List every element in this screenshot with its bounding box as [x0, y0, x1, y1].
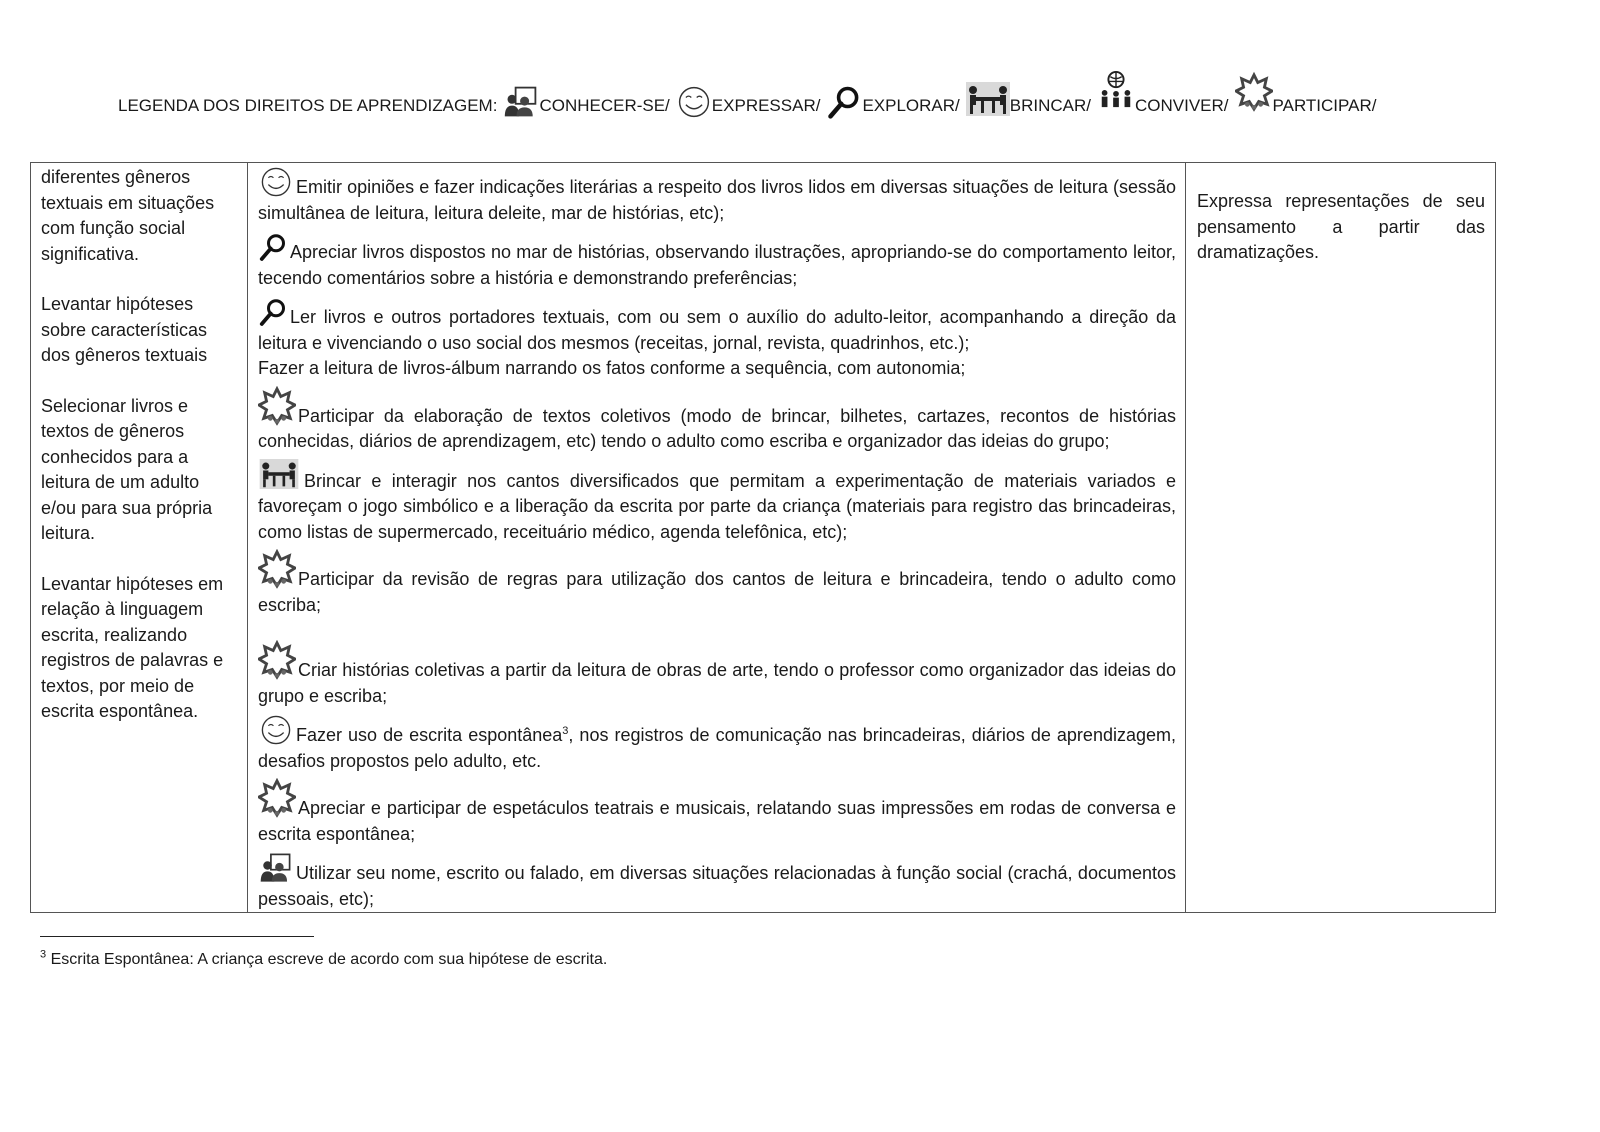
list-item: [258, 230, 1176, 291]
legend-label-participar: PARTICIPAR/: [1272, 96, 1377, 115]
list-item: [258, 713, 1176, 774]
objective-text: Levantar hipóteses sobre características dos gêneros textuais: [41, 294, 208, 365]
table-row: [31, 163, 1496, 913]
list-item: [258, 549, 1176, 618]
legend-item-explorar: [826, 84, 965, 120]
people-board-icon: [503, 84, 539, 120]
legend-title: LEGENDA DOS DIREITOS DE APRENDIZAGEM:: [118, 96, 498, 115]
objective-text: Selecionar livros e textos de gêneros conhecidos para a leitura de um adulto e/ou para sua própria leitura.: [41, 395, 213, 543]
activity-text: Emitir opiniões e fazer indicações literárias a respeito dos livros lidos em diversas situações de leitura (sessão simultânea de leitura, leitura deleite, mar de histórias, etc);: [258, 177, 1176, 223]
footnote-marker: 3: [40, 948, 47, 961]
list-item: [258, 386, 1176, 455]
objectives-cell: [31, 163, 248, 913]
activity-text: Participar da elaboração de textos coletivos (modo de brincar, bilhetes, cartazes, recontos de histórias conhecidas, diários de aprendizagem, etc) tendo o adulto como escriba e organizador das ideias do grupo;: [258, 405, 1176, 451]
evaluation-text: Expressa representações de seu pensamento a partir das dramatizações.: [1197, 191, 1485, 262]
legend-label-explorar: EXPLORAR/: [862, 96, 960, 115]
footnote-divider: [40, 936, 314, 937]
magnifier-icon: [258, 295, 288, 329]
activities-cell: [248, 163, 1186, 913]
kids-table-icon: [966, 82, 1010, 116]
legend-item-brincar: [966, 82, 1097, 120]
evaluation-cell: [1186, 163, 1496, 913]
list-item: [258, 356, 1176, 382]
activity-text: Ler livros e outros portadores textuais, com ou sem o auxílio do adulto-leitor, acompanhando a direção da leitura e vivenciando o uso social dos mesmos (receitas, jornal, revista, quadrinhos, etc.);: [258, 307, 1176, 353]
activity-text: Apreciar livros dispostos no mar de histórias, observando ilustrações, apropriando-se do comportamento leitor, tecendo comentários sobre a história e demonstrando preferências;: [258, 242, 1176, 288]
legend-label-expressar: EXPRESSAR/: [711, 96, 821, 115]
activity-text: , nos registros de comunicação nas brincadeiras, diários de aprendizagem, desafios propostos pelo adulto, etc.: [258, 725, 1176, 771]
star-burst-icon: [258, 386, 296, 426]
legend-item-conhecer: [503, 84, 675, 120]
activity-text: Utilizar seu nome, escrito ou falado, em diversas situações relacionadas à função social (crachá, documentos pessoais, etc);: [258, 863, 1176, 909]
objective-text: diferentes gêneros textuais em situações com função social significativa.: [41, 167, 215, 264]
legend-label-conviver: CONVIVER/: [1135, 96, 1229, 115]
smiley-icon: [676, 84, 712, 120]
people-board-icon: [258, 851, 294, 885]
legend-item-expressar: [676, 84, 827, 120]
star-burst-icon: [1235, 70, 1273, 114]
list-item: [258, 165, 1176, 226]
activity-text: Fazer a leitura de livros-álbum narrando os fatos conforme a sequência, com autonomia;: [258, 358, 966, 378]
activity-text: Fazer uso de escrita espontânea: [296, 725, 563, 745]
objective-text: Levantar hipóteses em relação à linguagem escrita, realizando registros de palavras e textos, por meio de escrita espontânea.: [41, 573, 224, 721]
legend-label-conhecer: CONHECER-SE/: [539, 96, 670, 115]
list-item: [258, 851, 1176, 912]
magnifier-icon: [258, 230, 288, 264]
legend-item-conviver: [1097, 68, 1235, 120]
activity-text: Participar da revisão de regras para utilização dos cantos de leitura e brincadeira, tendo o adulto como escriba;: [258, 569, 1176, 615]
legend: [118, 66, 1382, 120]
footnote-text: Escrita Espontânea: A criança escreve de acordo com sua hipótese de escrita.: [50, 951, 608, 968]
list-item: [258, 459, 1176, 546]
activity-text: Criar histórias coletivas a partir da leitura de obras de arte, tendo o professor como organizador das ideias do grupo e escriba;: [258, 660, 1176, 706]
footnote: [40, 950, 607, 970]
star-burst-icon: [258, 778, 296, 818]
activity-text: Brincar e interagir nos cantos diversificados que permitam a experimentação de materiais variados e favoreçam o jogo simbólico e a liberação da escrita por parte da criança (materiais para registro das brincadeiras, como listas de supermercado, receituário médico, agenda telefônica, etc);: [258, 470, 1176, 542]
star-burst-icon: [258, 640, 296, 680]
list-item: [258, 778, 1176, 847]
magnifier-icon: [826, 84, 862, 120]
activity-text: Apreciar e participar de espetáculos teatrais e musicais, relatando suas impressões em rodas de conversa e escrita espontânea;: [258, 798, 1176, 844]
learning-table: [30, 162, 1496, 913]
kids-table-icon: [258, 459, 300, 489]
footnote-ref[interactable]: 3: [562, 725, 569, 737]
list-item: [258, 295, 1176, 356]
legend-item-participar: [1235, 70, 1383, 120]
smiley-icon: [258, 713, 294, 747]
star-burst-icon: [258, 549, 296, 589]
list-item: [258, 640, 1176, 709]
smiley-icon: [258, 165, 294, 199]
globe-people-icon: [1097, 68, 1135, 112]
legend-label-brincar: BRINCAR/: [1009, 96, 1091, 115]
